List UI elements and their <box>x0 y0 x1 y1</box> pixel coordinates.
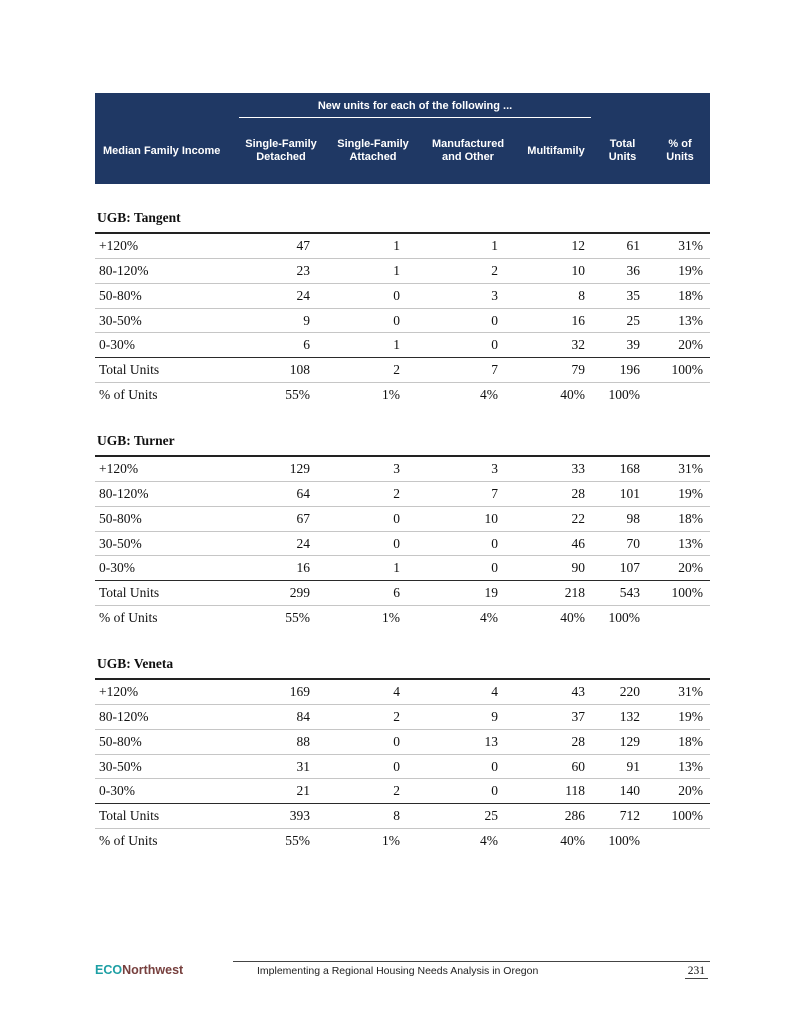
cell-value: 18% <box>650 506 710 531</box>
row-label: 80-120% <box>95 258 235 283</box>
table-row <box>95 233 710 258</box>
cell-value: 129 <box>235 456 327 481</box>
cell-value: 18% <box>650 283 710 308</box>
cell-value: 299 <box>235 581 327 606</box>
cell-value: 1 <box>327 556 419 581</box>
cell-value: 8 <box>327 804 419 829</box>
cell-value: 0 <box>419 308 517 333</box>
cell-value: 101 <box>595 481 650 506</box>
cell-value <box>650 383 710 407</box>
section-title: UGB: Veneta <box>95 651 710 679</box>
table-container <box>95 93 710 853</box>
cell-value: 108 <box>235 358 327 383</box>
cell-value: 91 <box>595 754 650 779</box>
spanner-label: New units for each of the following ... <box>239 98 591 118</box>
cell-value: 70 <box>595 531 650 556</box>
cell-value: 100% <box>650 358 710 383</box>
cell-value: 0 <box>327 506 419 531</box>
cell-value: 196 <box>595 358 650 383</box>
cell-value: 8 <box>517 283 595 308</box>
cell-value: 129 <box>595 729 650 754</box>
cell-value: 1 <box>327 258 419 283</box>
table-row <box>95 308 710 333</box>
cell-value: 168 <box>595 456 650 481</box>
total-row-label: Total Units <box>95 358 235 383</box>
percent-row-label: % of Units <box>99 387 158 403</box>
cell-value: 1% <box>382 387 400 403</box>
cell-value: 3 <box>327 456 419 481</box>
cell-value: 0 <box>419 556 517 581</box>
cell-value: 46 <box>517 531 595 556</box>
cell-value: 12 <box>517 233 595 258</box>
table-row <box>95 531 710 556</box>
table-row <box>95 704 710 729</box>
cell-value: 0 <box>327 283 419 308</box>
spacer-cell <box>95 407 710 428</box>
footer-rule <box>233 961 710 979</box>
cell-value: 100% <box>650 581 710 606</box>
table-row <box>95 358 710 383</box>
cell-value: 1% <box>382 833 400 849</box>
cell-value: 79 <box>517 358 595 383</box>
cell-value: 2 <box>327 358 419 383</box>
cell-value: 55% <box>285 833 310 849</box>
logo-text-secondary: Northwest <box>122 963 184 977</box>
section-title-row <box>95 205 710 233</box>
cell-value: 24 <box>235 283 327 308</box>
cell-value: 3 <box>419 283 517 308</box>
cell-value <box>650 606 710 630</box>
row-label: 50-80% <box>95 283 235 308</box>
row-label: 0-30% <box>95 556 235 581</box>
cell-value: 43 <box>517 679 595 704</box>
cell-value: 39 <box>595 333 650 358</box>
row-label: 80-120% <box>95 481 235 506</box>
cell-value: 4 <box>327 679 419 704</box>
cell-value: 0 <box>419 333 517 358</box>
section-title-row <box>95 651 710 679</box>
table-row <box>95 581 710 606</box>
cell-value: 132 <box>595 704 650 729</box>
spacer-cell <box>95 184 710 205</box>
table-row <box>95 679 710 704</box>
table-row <box>95 456 710 481</box>
cell-value: 31% <box>650 456 710 481</box>
cell-value: 55% <box>285 387 310 403</box>
cell-value: 286 <box>517 804 595 829</box>
cell-value: 18% <box>650 729 710 754</box>
blank-header-cell <box>95 93 235 124</box>
row-label: 30-50% <box>95 308 235 333</box>
table-row <box>95 556 710 581</box>
section-title-row <box>95 428 710 456</box>
cell-value: 6 <box>327 581 419 606</box>
cell-value: 100% <box>608 610 641 626</box>
table-body <box>95 184 710 853</box>
spacer-row <box>95 184 710 205</box>
cell-value: 4 <box>419 679 517 704</box>
cell-value: 60 <box>517 754 595 779</box>
cell-value: 13 <box>419 729 517 754</box>
cell-value: 61 <box>595 233 650 258</box>
column-header-pct-units: % of Units <box>650 124 710 184</box>
cell-value: 67 <box>235 506 327 531</box>
cell-value: 220 <box>595 679 650 704</box>
cell-value: 31 <box>235 754 327 779</box>
cell-value: 2 <box>327 704 419 729</box>
total-row-label: Total Units <box>95 581 235 606</box>
cell-value: 25 <box>419 804 517 829</box>
cell-value: 1 <box>327 233 419 258</box>
cell-value: 543 <box>595 581 650 606</box>
cell-value: 9 <box>419 704 517 729</box>
cell-value: 31% <box>650 679 710 704</box>
spacer-row <box>95 630 710 651</box>
cell-value: 0 <box>327 531 419 556</box>
housing-units-table <box>95 93 710 853</box>
cell-value: 2 <box>419 258 517 283</box>
column-header-manufactured: Manufactured and Other <box>419 124 517 184</box>
table-row <box>95 779 710 804</box>
column-header-sf-attached: Single-Family Attached <box>327 124 419 184</box>
cell-value: 0 <box>327 754 419 779</box>
cell-value: 0 <box>419 754 517 779</box>
cell-value: 40% <box>560 387 586 403</box>
cell-value: 36 <box>595 258 650 283</box>
cell-value: 84 <box>235 704 327 729</box>
cell-value: 28 <box>517 481 595 506</box>
column-header-multifamily: Multifamily <box>517 124 595 184</box>
table-row <box>95 383 710 407</box>
cell-value: 393 <box>235 804 327 829</box>
cell-value: 9 <box>235 308 327 333</box>
blank-header-cell <box>595 93 710 124</box>
column-header-sf-detached: Single-Family Detached <box>235 124 327 184</box>
cell-value: 20% <box>650 779 710 804</box>
table-row <box>95 606 710 630</box>
row-label: +120% <box>95 233 235 258</box>
cell-value: 55% <box>285 610 310 626</box>
table-row <box>95 283 710 308</box>
table-row <box>95 754 710 779</box>
row-label: 50-80% <box>95 506 235 531</box>
cell-value: 100% <box>650 804 710 829</box>
cell-value: 4% <box>480 610 498 626</box>
spanner-header-cell <box>235 93 595 124</box>
cell-value: 107 <box>595 556 650 581</box>
cell-value: 40% <box>560 610 586 626</box>
cell-value: 118 <box>517 779 595 804</box>
column-header-total-units: Total Units <box>595 124 650 184</box>
column-header-income: Median Family Income <box>95 124 235 184</box>
row-label: 30-50% <box>95 754 235 779</box>
column-header-row <box>95 124 710 184</box>
cell-value: 32 <box>517 333 595 358</box>
cell-value: 10 <box>419 506 517 531</box>
row-label: +120% <box>95 679 235 704</box>
cell-value: 31% <box>650 233 710 258</box>
cell-value: 712 <box>595 804 650 829</box>
cell-value: 16 <box>235 556 327 581</box>
cell-value: 19% <box>650 481 710 506</box>
cell-value: 88 <box>235 729 327 754</box>
total-row-label: Total Units <box>95 804 235 829</box>
table-row <box>95 804 710 829</box>
table-row <box>95 258 710 283</box>
cell-value: 100% <box>608 833 641 849</box>
cell-value: 140 <box>595 779 650 804</box>
page-footer <box>95 961 710 979</box>
cell-value: 13% <box>650 754 710 779</box>
cell-value: 7 <box>419 481 517 506</box>
table-row <box>95 506 710 531</box>
econorthwest-logo <box>95 961 233 977</box>
cell-value: 0 <box>419 779 517 804</box>
cell-value: 19 <box>419 581 517 606</box>
cell-value: 10 <box>517 258 595 283</box>
cell-value: 35 <box>595 283 650 308</box>
cell-value: 2 <box>327 481 419 506</box>
cell-value: 19% <box>650 704 710 729</box>
cell-value: 20% <box>650 333 710 358</box>
page-number: 231 <box>685 965 708 979</box>
cell-value: 3 <box>419 456 517 481</box>
spacer-row <box>95 407 710 428</box>
spacer-cell <box>95 630 710 651</box>
cell-value: 98 <box>595 506 650 531</box>
cell-value: 4% <box>480 833 498 849</box>
cell-value: 20% <box>650 556 710 581</box>
cell-value: 169 <box>235 679 327 704</box>
cell-value: 16 <box>517 308 595 333</box>
cell-value: 0 <box>419 531 517 556</box>
cell-value: 1 <box>327 333 419 358</box>
cell-value: 7 <box>419 358 517 383</box>
cell-value: 4% <box>480 387 498 403</box>
row-label: 0-30% <box>95 779 235 804</box>
cell-value: 37 <box>517 704 595 729</box>
section-title: UGB: Turner <box>95 428 710 456</box>
table-row <box>95 481 710 506</box>
cell-value: 40% <box>560 833 586 849</box>
cell-value: 19% <box>650 258 710 283</box>
row-label: 80-120% <box>95 704 235 729</box>
table-row <box>95 333 710 358</box>
cell-value: 28 <box>517 729 595 754</box>
footer-title: Implementing a Regional Housing Needs Analysis in Oregon <box>257 965 539 977</box>
cell-value: 23 <box>235 258 327 283</box>
row-label: 50-80% <box>95 729 235 754</box>
cell-value: 0 <box>327 308 419 333</box>
row-label: +120% <box>95 456 235 481</box>
cell-value: 1% <box>382 610 400 626</box>
table-header <box>95 93 710 184</box>
spanner-row <box>95 93 710 124</box>
section-title: UGB: Tangent <box>95 205 710 233</box>
percent-row-label: % of Units <box>99 610 158 626</box>
cell-value: 218 <box>517 581 595 606</box>
cell-value: 13% <box>650 531 710 556</box>
cell-value: 25 <box>595 308 650 333</box>
row-label: 30-50% <box>95 531 235 556</box>
table-row <box>95 729 710 754</box>
percent-row-label: % of Units <box>99 833 158 849</box>
cell-value <box>650 829 710 853</box>
cell-value: 100% <box>608 387 641 403</box>
cell-value: 33 <box>517 456 595 481</box>
row-label: 0-30% <box>95 333 235 358</box>
cell-value: 2 <box>327 779 419 804</box>
cell-value: 22 <box>517 506 595 531</box>
cell-value: 90 <box>517 556 595 581</box>
logo-text-primary: ECO <box>95 963 123 977</box>
cell-value: 21 <box>235 779 327 804</box>
cell-value: 64 <box>235 481 327 506</box>
cell-value: 0 <box>327 729 419 754</box>
cell-value: 6 <box>235 333 327 358</box>
cell-value: 24 <box>235 531 327 556</box>
cell-value: 13% <box>650 308 710 333</box>
cell-value: 1 <box>419 233 517 258</box>
cell-value: 47 <box>235 233 327 258</box>
table-row <box>95 829 710 853</box>
